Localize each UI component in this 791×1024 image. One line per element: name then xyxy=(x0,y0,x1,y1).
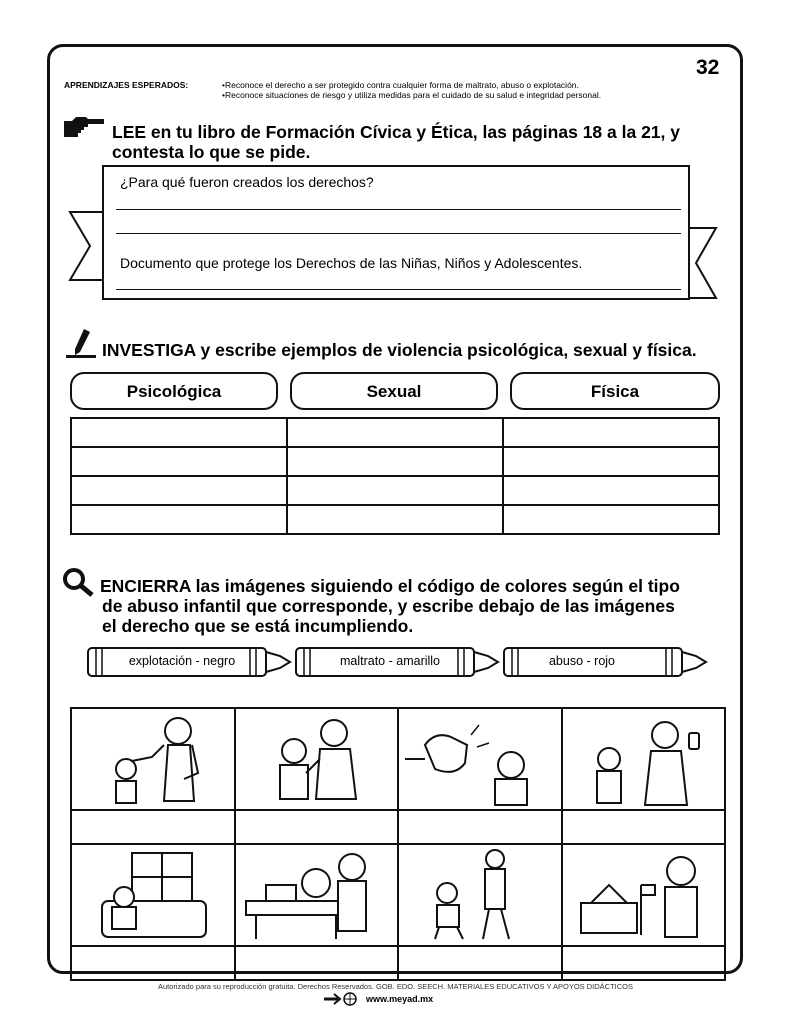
answer-cell[interactable] xyxy=(503,447,719,476)
column-header-sexual: Sexual xyxy=(290,372,498,410)
answer-cell[interactable] xyxy=(287,447,503,476)
image-cell[interactable] xyxy=(71,844,235,946)
pointing-hand-icon xyxy=(62,113,106,139)
crayon-label-maltrato: maltrato - amarillo xyxy=(339,654,441,668)
answer-cell[interactable] xyxy=(71,418,287,447)
answer-cell[interactable] xyxy=(503,505,719,534)
answer-cell[interactable] xyxy=(503,476,719,505)
section3-instruction: ENCIERRA las imágenes siguiendo el código de colores según el tipo de abuso infantil que corresponde, y escribe debajo de las imágenes el derecho que se está incumpliendo. xyxy=(100,576,680,636)
answer-cell[interactable] xyxy=(287,476,503,505)
pencil-icon xyxy=(64,327,98,359)
answer-cell[interactable] xyxy=(71,505,287,534)
child-outside-school-illustration xyxy=(563,845,727,945)
answer-cell[interactable] xyxy=(71,447,287,476)
answer-cell[interactable] xyxy=(235,946,399,980)
globe-logo-icon xyxy=(322,991,362,1007)
answer-cell[interactable] xyxy=(71,476,287,505)
column-header-fisica: Física xyxy=(510,372,720,410)
table-row xyxy=(71,447,719,476)
child-hurt-and-man-walking-illustration xyxy=(399,845,563,945)
adult-with-phone-and-child-illustration xyxy=(563,709,727,809)
image-cell[interactable] xyxy=(398,844,562,946)
answer-cell[interactable] xyxy=(235,810,399,844)
answer-cell[interactable] xyxy=(71,946,235,980)
answer-line xyxy=(116,209,681,210)
image-row xyxy=(71,708,725,810)
crayon-label-explotacion: explotación - negro xyxy=(128,654,236,668)
answer-cell[interactable] xyxy=(503,418,719,447)
answer-cell[interactable] xyxy=(71,810,235,844)
image-cell[interactable] xyxy=(562,844,726,946)
question-1: ¿Para qué fueron creados los derechos? xyxy=(120,174,374,190)
image-row xyxy=(71,844,725,946)
sad-child-on-sofa-illustration xyxy=(72,845,236,945)
section1-instruction: LEE en tu libro de Formación Cívica y Ética, las páginas 18 a la 21, y contesta lo que se pide. xyxy=(112,122,680,162)
learning-items xyxy=(222,80,601,100)
answer-cell[interactable] xyxy=(398,810,562,844)
table-row xyxy=(71,505,719,534)
adult-touching-child-illustration xyxy=(236,709,400,809)
image-cell[interactable] xyxy=(235,844,399,946)
image-cell[interactable] xyxy=(562,708,726,810)
column-header-psicologica: Psicológica xyxy=(70,372,278,410)
section2-instruction: INVESTIGA y escribe ejemplos de violencia psicológica, sexual y física. xyxy=(102,340,697,360)
table-row xyxy=(71,418,719,447)
page-number: 32 xyxy=(696,56,720,79)
learning-item: •Reconoce situaciones de riesgo y utiliza medidas para el cuidado de su salud e integridad personal. xyxy=(222,90,602,100)
learning-item: •Reconoce el derecho a ser protegido contra cualquier forma de maltrato, abuso o explotación. xyxy=(222,80,579,90)
image-cell[interactable] xyxy=(398,708,562,810)
answer-line xyxy=(116,289,681,290)
answer-line xyxy=(116,233,681,234)
fist-and-child-illustration xyxy=(399,709,563,809)
answer-cell[interactable] xyxy=(562,810,726,844)
answer-cell[interactable] xyxy=(287,418,503,447)
answer-row xyxy=(71,946,725,980)
answer-cell[interactable] xyxy=(287,505,503,534)
answer-row xyxy=(71,810,725,844)
learning-title: APRENDIZAJES ESPERADOS: xyxy=(64,80,189,90)
image-cell[interactable] xyxy=(71,708,235,810)
adult-scolding-child-illustration xyxy=(72,709,236,809)
answer-cell[interactable] xyxy=(398,946,562,980)
abuse-images-grid xyxy=(70,707,726,981)
image-cell[interactable] xyxy=(235,708,399,810)
child-working-at-machine-illustration xyxy=(236,845,400,945)
answer-cell[interactable] xyxy=(562,946,726,980)
crayon-label-abuso: abuso - rojo xyxy=(548,654,615,668)
magnifier-icon xyxy=(62,567,96,597)
table-row xyxy=(71,476,719,505)
footer-copyright: Autorizado para su reproducción gratuita. Derechos Reservados. GOB. EDO. SEECH. MATERIALES EDUCATIVOS Y APOYOS DIDÁCTICOS xyxy=(157,982,634,991)
violence-examples-table xyxy=(70,417,720,535)
footer-url-link[interactable]: www.meyad.mx xyxy=(366,994,434,1004)
question-2: Documento que protege los Derechos de las Niñas, Niños y Adolescentes. xyxy=(120,255,583,271)
